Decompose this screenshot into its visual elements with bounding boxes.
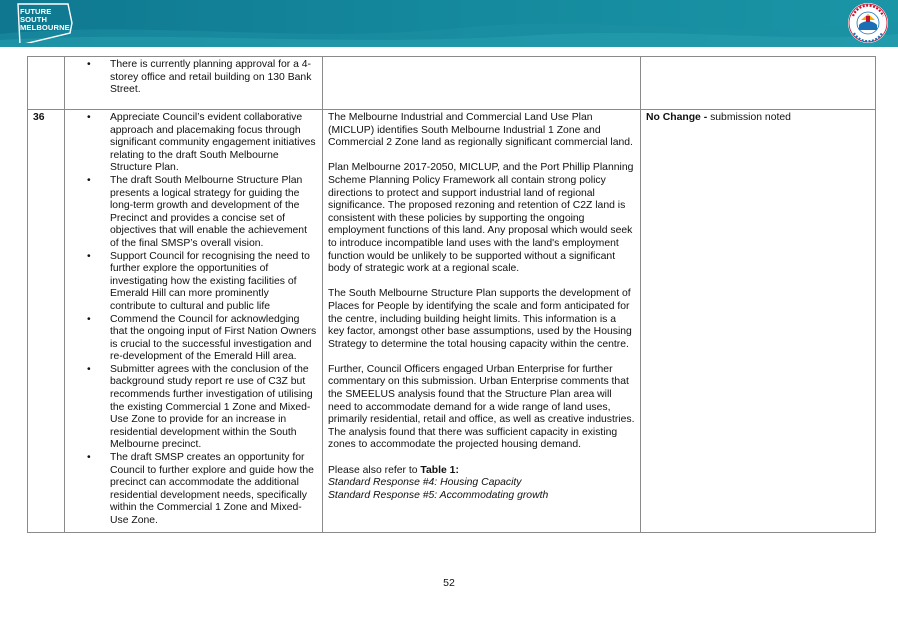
header-banner [0,0,898,47]
submission-summary-cell [65,110,323,533]
table-reference: Table 1: [420,464,459,476]
officer-response-cell [323,110,641,533]
list-item: • Submitter agrees with the conclusion of the background study report re use of C3Z but recommends further investigation of utilising the existing Commercial 1 Zone and Mixed-Use Zone to provide for an increase in residential development within the South Melbourne precinct. [110,364,317,452]
page-number: 52 [443,577,455,589]
response-references: Please also refer to Table 1: Standard Response #4: Housing Capacity Standard Response #5: Accommodating growth [328,464,549,501]
submission-number: 36 [33,112,45,123]
outcome-status: No Change - [646,112,708,123]
response-paragraph: Further, Council Officers engaged Urban Enterprise for further commentary on this submission. Urban Enterprise comments that the SMEELUS analysis found that the Structure Plan area will need to accommodate demand for a wide range of land uses, primarily residential, retail and office, as well as creative industries. The analysis found that there was sufficient capacity in existing zones to accommodate the projected housing demand. [328,363,635,451]
table-row [28,57,876,110]
outcome-cell [641,110,876,533]
officer-response-cell [323,57,641,110]
list-item: • There is currently planning approval for a 4-storey office and retail building on 130 Bank Street. [110,59,317,97]
submission-summary-cell [65,57,323,110]
list-item: • Appreciate Council’s evident collaborative approach and placemaking focus through significant community engagement initiatives relating to the draft South Melbourne Structure Plan. [110,112,317,175]
response-paragraph: The Melbourne Industrial and Commercial Land Use Plan (MICLUP) identifies South Melbourne Industrial 1 Zone and Commercial 2 Zone land as regionally significant commercial land. [328,112,633,149]
list-item: • Commend the Council for acknowledging that the ongoing input of First Nation Owners is crucial to the successful investigation and re-development of the Emerald Hill area. [110,314,317,364]
response-paragraph: The South Melbourne Structure Plan supports the development of Places for People by identifying the scale and form anticipated for the centre, including building height limits. This information is a key factor, amongst other base assumptions, used by the Housing Strategy to determine the total housing capacity within the centre. [328,288,632,350]
outcome-note: submission noted [707,112,791,123]
standard-response-reference: Standard Response #5: Accommodating growth [328,489,549,501]
list-item: • The draft SMSP creates an opportunity for Council to further explore and guide how the precinct can accommodate the additional residential development needs, specifically within the Commercial 1 Zone and Mixed-Use Zone. [110,452,317,528]
table-row [28,110,876,533]
list-item: • Support Council for recognising the need to further explore the opportunities of investigating how the existing facilities of Emerald Hill can more prominently contribute to cultural and public life [110,251,317,314]
submission-number-cell [28,110,65,533]
banner-wave-graphic [0,0,898,47]
city-of-port-phillip-logo [847,2,889,44]
submission-number-cell [28,57,65,110]
standard-response-reference: Standard Response #4: Housing Capacity [328,477,522,489]
submissions-table [27,56,876,533]
response-paragraph: Plan Melbourne 2017-2050, MICLUP, and the Port Phillip Planning Scheme Planning Policy Framework all contain strong policy directions to protect and support industrial land of regional significance. The proposed rezoning and retention of C2Z land is consistent with these policies by supporting the ongoing employment functions of this land. Any proposal which would seek to introduce incompatible land uses with the land's employment function would be unlikely to be supported without a significant body of strategic work at a regional scale. [328,162,634,275]
future-south-melbourne-logo-text: FUTURE SOUTH MELBOURNE [20,7,70,32]
outcome-cell [641,57,876,110]
list-item: • The draft South Melbourne Structure Plan presents a logical strategy for guiding the long-term growth and development of the Precinct and provides a concise set of objectives that will enable the achievement of the final SMSP’s overall vision. [110,175,317,251]
